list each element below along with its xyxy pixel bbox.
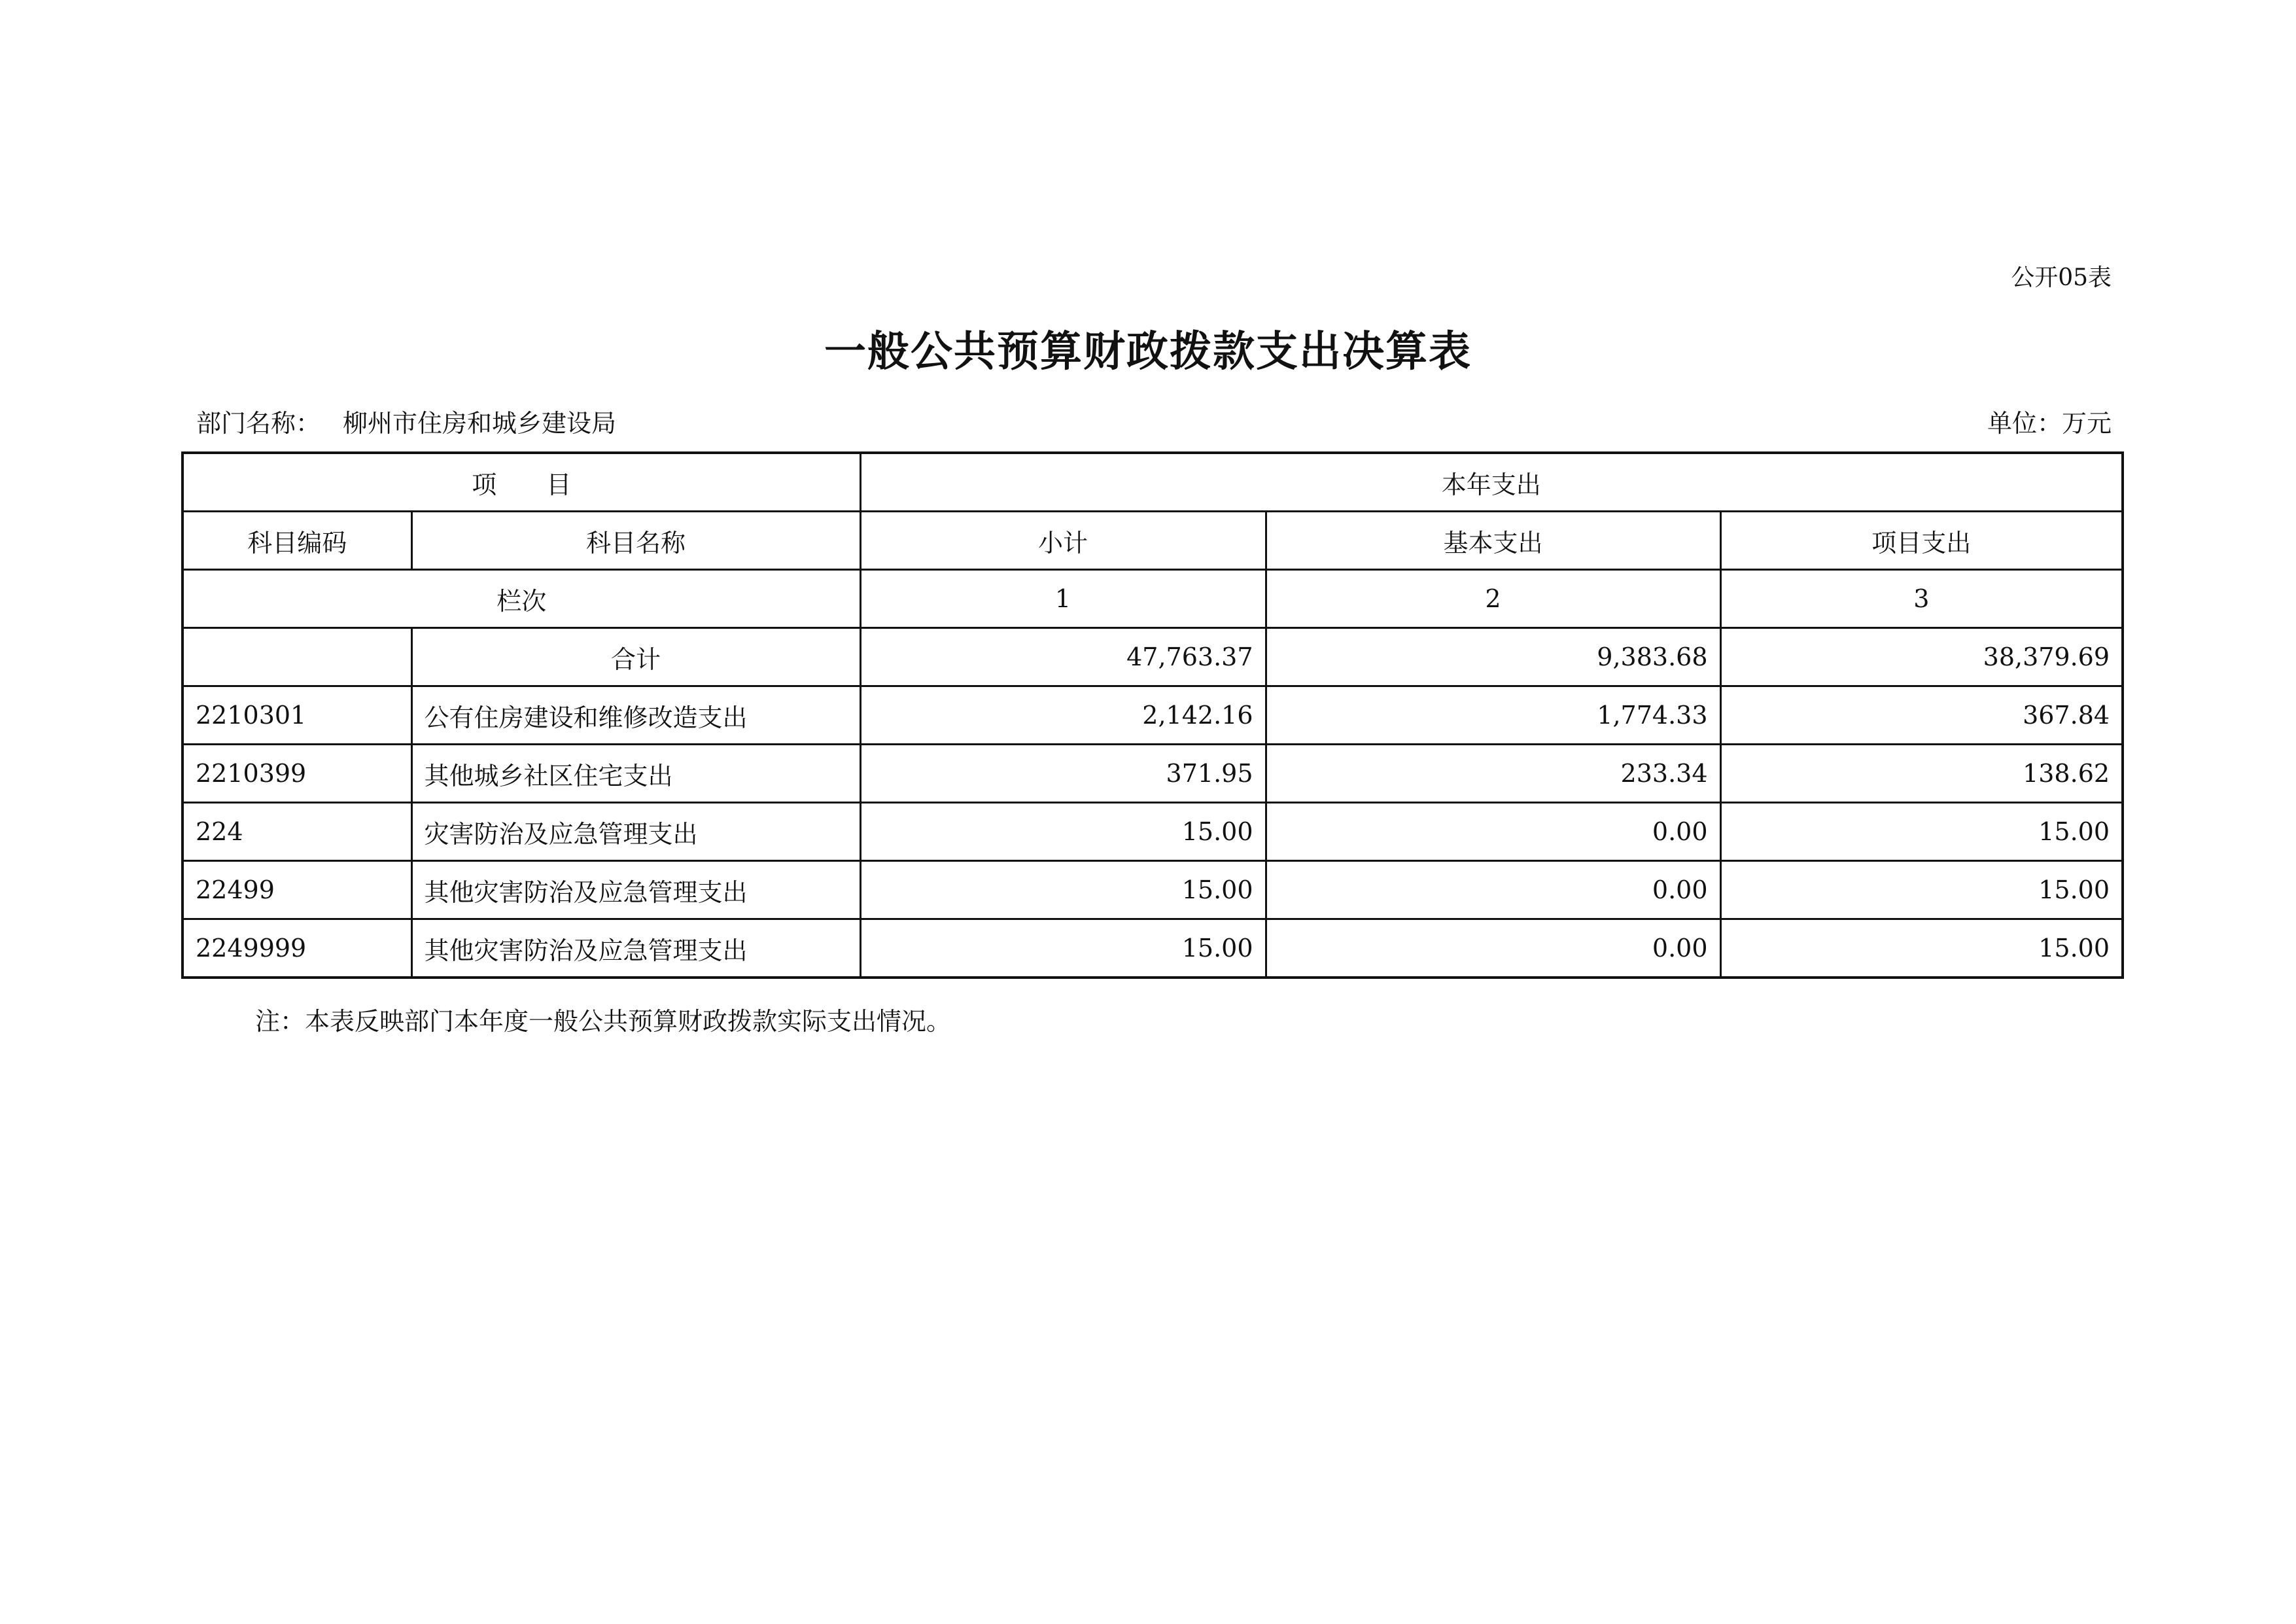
total-row <box>183 628 2123 686</box>
row-code: 22499 <box>183 861 411 919</box>
row-code: 2210301 <box>183 686 411 745</box>
total-subtotal: 47,763.37 <box>860 628 1266 686</box>
row-basic: 233.34 <box>1266 745 1720 803</box>
column-index-label: 栏次 <box>183 570 860 628</box>
total-code-cell <box>183 628 411 686</box>
row-basic: 0.00 <box>1266 861 1720 919</box>
row-code: 2210399 <box>183 745 411 803</box>
column-index-2: 2 <box>1266 570 1720 628</box>
column-index-3: 3 <box>1720 570 2123 628</box>
header-subtotal: 小计 <box>860 512 1266 570</box>
header-row-2 <box>183 512 2123 570</box>
row-project: 138.62 <box>1720 745 2123 803</box>
row-code: 224 <box>183 803 411 861</box>
header-basic: 基本支出 <box>1266 512 1720 570</box>
row-name: 其他灾害防治及应急管理支出 <box>411 919 860 978</box>
footnote: 注：本表反映部门本年度一般公共预算财政拨款实际支出情况。 <box>255 1007 952 1036</box>
row-subtotal: 15.00 <box>860 861 1266 919</box>
row-basic: 0.00 <box>1266 919 1720 978</box>
header-item: 项 目 <box>183 453 860 512</box>
row-project: 15.00 <box>1720 803 2123 861</box>
row-name: 其他城乡社区住宅支出 <box>411 745 860 803</box>
total-project: 38,379.69 <box>1720 628 2123 686</box>
document-title: 一般公共预算财政拨款支出决算表 <box>824 328 1472 376</box>
department-label: 部门名称： <box>196 409 321 438</box>
row-name: 其他灾害防治及应急管理支出 <box>411 861 860 919</box>
table-row <box>183 919 2123 978</box>
table-row <box>183 803 2123 861</box>
row-project: 15.00 <box>1720 861 2123 919</box>
header-current-year: 本年支出 <box>860 453 2123 512</box>
table-row <box>183 861 2123 919</box>
header-code: 科目编码 <box>183 512 411 570</box>
row-basic: 0.00 <box>1266 803 1720 861</box>
department-line <box>196 403 616 439</box>
row-subtotal: 15.00 <box>860 803 1266 861</box>
row-project: 367.84 <box>1720 686 2123 745</box>
row-subtotal: 2,142.16 <box>860 686 1266 745</box>
total-basic: 9,383.68 <box>1266 628 1720 686</box>
row-name: 灾害防治及应急管理支出 <box>411 803 860 861</box>
header-name: 科目名称 <box>411 512 860 570</box>
header-project: 项目支出 <box>1720 512 2123 570</box>
column-index-1: 1 <box>860 570 1266 628</box>
table-row <box>183 745 2123 803</box>
department-name: 柳州市住房和城乡建设局 <box>343 409 617 438</box>
table-row <box>183 686 2123 745</box>
total-label: 合计 <box>411 628 860 686</box>
form-number: 公开05表 <box>2011 264 2112 291</box>
row-name: 公有住房建设和维修改造支出 <box>411 686 860 745</box>
row-code: 2249999 <box>183 919 411 978</box>
budget-table <box>181 451 2124 979</box>
row-basic: 1,774.33 <box>1266 686 1720 745</box>
row-subtotal: 371.95 <box>860 745 1266 803</box>
unit-label: 单位：万元 <box>1987 409 2112 438</box>
row-subtotal: 15.00 <box>860 919 1266 978</box>
column-index-row <box>183 570 2123 628</box>
row-project: 15.00 <box>1720 919 2123 978</box>
header-row-1 <box>183 453 2123 512</box>
